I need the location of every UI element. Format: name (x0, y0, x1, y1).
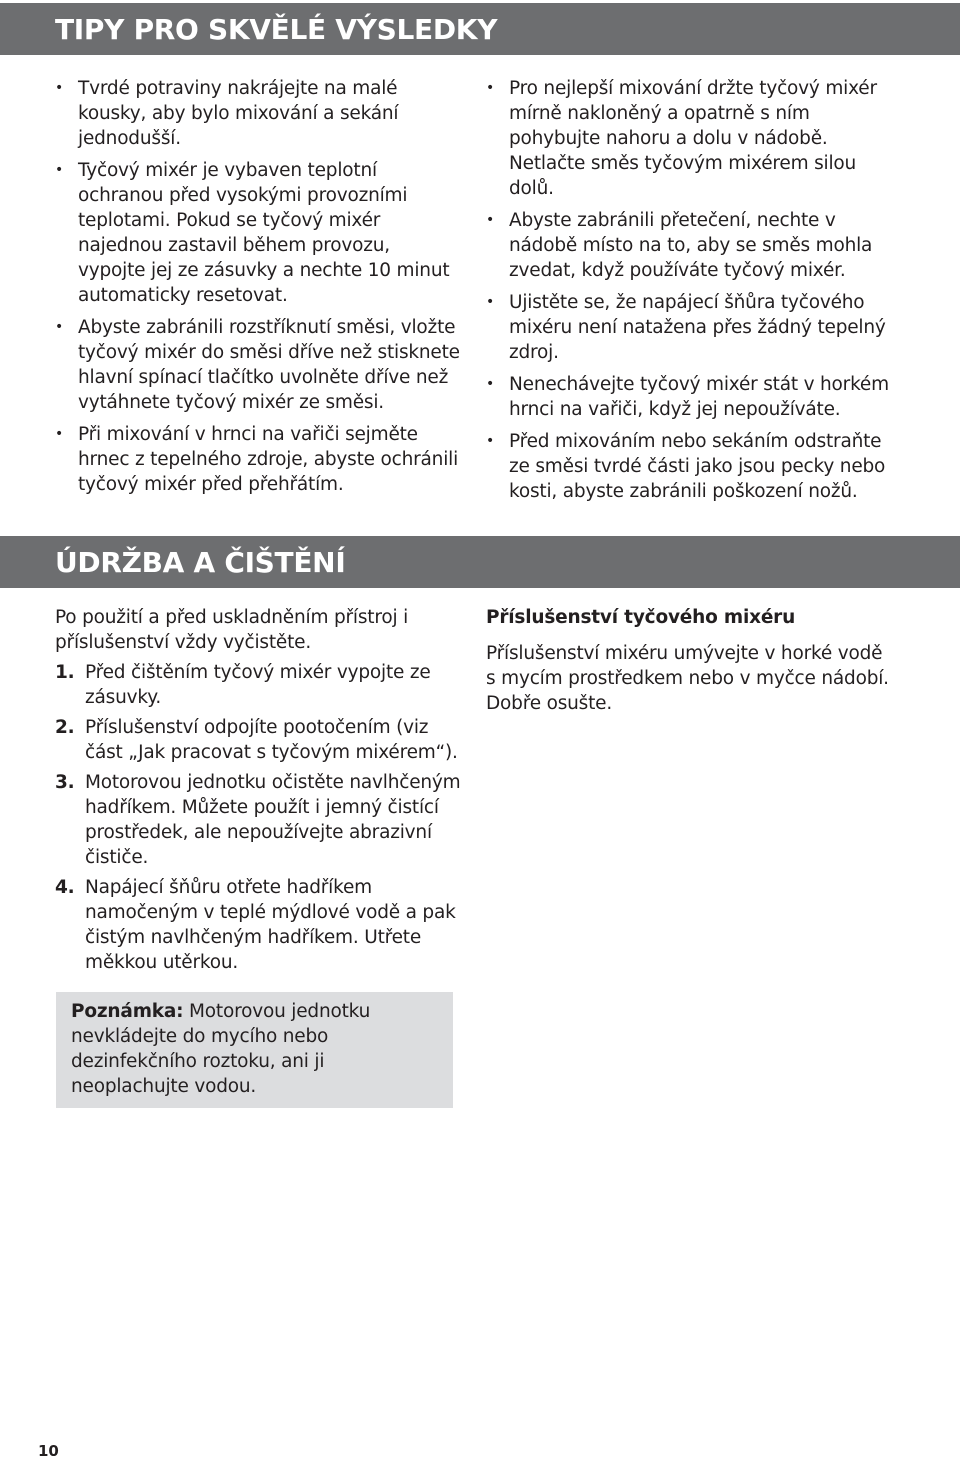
note-box (56, 992, 453, 1108)
bullet-icon: • (55, 426, 64, 442)
section-header-tips (0, 3, 960, 55)
maintenance-left-column (55, 605, 465, 980)
note-label: Poznámka: (71, 1001, 184, 1022)
step-item (55, 770, 465, 870)
tips-right-column (486, 76, 896, 511)
step-text: Motorovou jednotku očistěte navlhčeným hadříkem. Můžete použít i jemný čistící prostředek, ale nepoužívejte abrazivní čističe. (85, 772, 461, 868)
list-item (486, 290, 896, 365)
list-item (55, 315, 460, 415)
tips-left-list (55, 76, 460, 497)
accessories-text: Příslušenství mixéru umývejte v horké vodě s mycím prostředkem nebo v myčce nádobí. Dobře osušte. (486, 643, 889, 714)
list-item (486, 429, 896, 504)
bullet-icon: • (55, 319, 64, 335)
list-item (486, 76, 896, 201)
bullet-icon: • (486, 212, 495, 228)
step-item (55, 875, 465, 975)
list-item (486, 372, 896, 422)
list-item-text: Nenechávejte tyčový mixér stát v horkém hrnci na vařiči, když jej nepoužíváte. (509, 374, 889, 420)
tips-right-list (486, 76, 896, 504)
step-number: 4. (55, 877, 75, 898)
bullet-icon: • (486, 376, 495, 392)
list-item-text: Při mixování v hrnci na vařiči sejměte hrnec z tepelného zdroje, abyste ochránili tyčový mixér před přehřátím. (78, 424, 459, 495)
cleaning-steps (55, 660, 465, 975)
step-number: 2. (55, 717, 75, 738)
step-text: Před čištěním tyčový mixér vypojte ze zásuvky. (85, 662, 431, 708)
list-item-text: Pro nejlepší mixování držte tyčový mixér mírně nakloněný a opatrně s ním pohybujte nahoru a dolu v nádobě. Netlačte směs tyčovým mixérem silou dolů. (509, 78, 877, 199)
section-header-maintenance (0, 536, 960, 588)
step-number: 1. (55, 662, 75, 683)
bullet-icon: • (486, 433, 495, 449)
bullet-icon: • (486, 294, 495, 310)
list-item-text: Abyste zabránili přetečení, nechte v nádobě místo na to, aby se směs mohla zvedat, když používáte tyčový mixér. (509, 210, 873, 281)
maintenance-intro: Po použití a před uskladněním přístroj i příslušenství vždy vyčistěte. (55, 607, 409, 653)
list-item (55, 158, 460, 308)
note-text: Motorovou jednotku nevkládejte do mycího nebo dezinfekčního roztoku, ani ji neoplachujte vodou. (71, 1001, 371, 1097)
list-item-text: Tvrdé potraviny nakrájejte na malé kousky, aby bylo mixování a sekání jednodušší. (78, 78, 399, 149)
list-item-text: Ujistěte se, že napájecí šňůra tyčového mixéru není natažena přes žádný tepelný zdroj. (509, 292, 886, 363)
maintenance-right-column (486, 605, 896, 716)
list-item (486, 208, 896, 283)
step-item (55, 660, 465, 710)
list-item (55, 422, 460, 497)
list-item-text: Abyste zabránili rozstříknutí směsi, vložte tyčový mixér do směsi dříve než stisknete hlavní spínací tlačítko uvolněte dříve než vytáhnete tyčový mixér ze směsi. (78, 317, 460, 413)
list-item (55, 76, 460, 151)
bullet-icon: • (55, 80, 64, 96)
page-number: 10 (38, 1442, 59, 1460)
section-title-tips: TIPY PRO SKVĚLÉ VÝSLEDKY (55, 13, 498, 46)
step-item (55, 715, 465, 765)
bullet-icon: • (486, 80, 495, 96)
bullet-icon: • (55, 162, 64, 178)
section-title-maintenance: ÚDRŽBA A ČIŠTĚNÍ (55, 546, 346, 579)
list-item-text: Tyčový mixér je vybaven teplotní ochranou před vysokými provozními teplotami. Pokud se tyčový mixér najednou zastavil během provozu, vypojte jej ze zásuvky a nechte 10 minut automaticky resetovat. (78, 160, 450, 306)
step-text: Napájecí šňůru otřete hadříkem namočeným v teplé mýdlové vodě a pak čistým navlhčeným hadříkem. Utřete měkkou utěrkou. (85, 877, 456, 973)
step-number: 3. (55, 772, 75, 793)
step-text: Příslušenství odpojíte pootočením (viz část „Jak pracovat s tyčovým mixérem“). (85, 717, 458, 763)
tips-left-column (55, 76, 460, 504)
accessories-heading: Příslušenství tyčového mixéru (486, 607, 796, 628)
list-item-text: Před mixováním nebo sekáním odstraňte ze směsi tvrdé části jako jsou pecky nebo kosti, abyste zabránili poškození nožů. (509, 431, 886, 502)
